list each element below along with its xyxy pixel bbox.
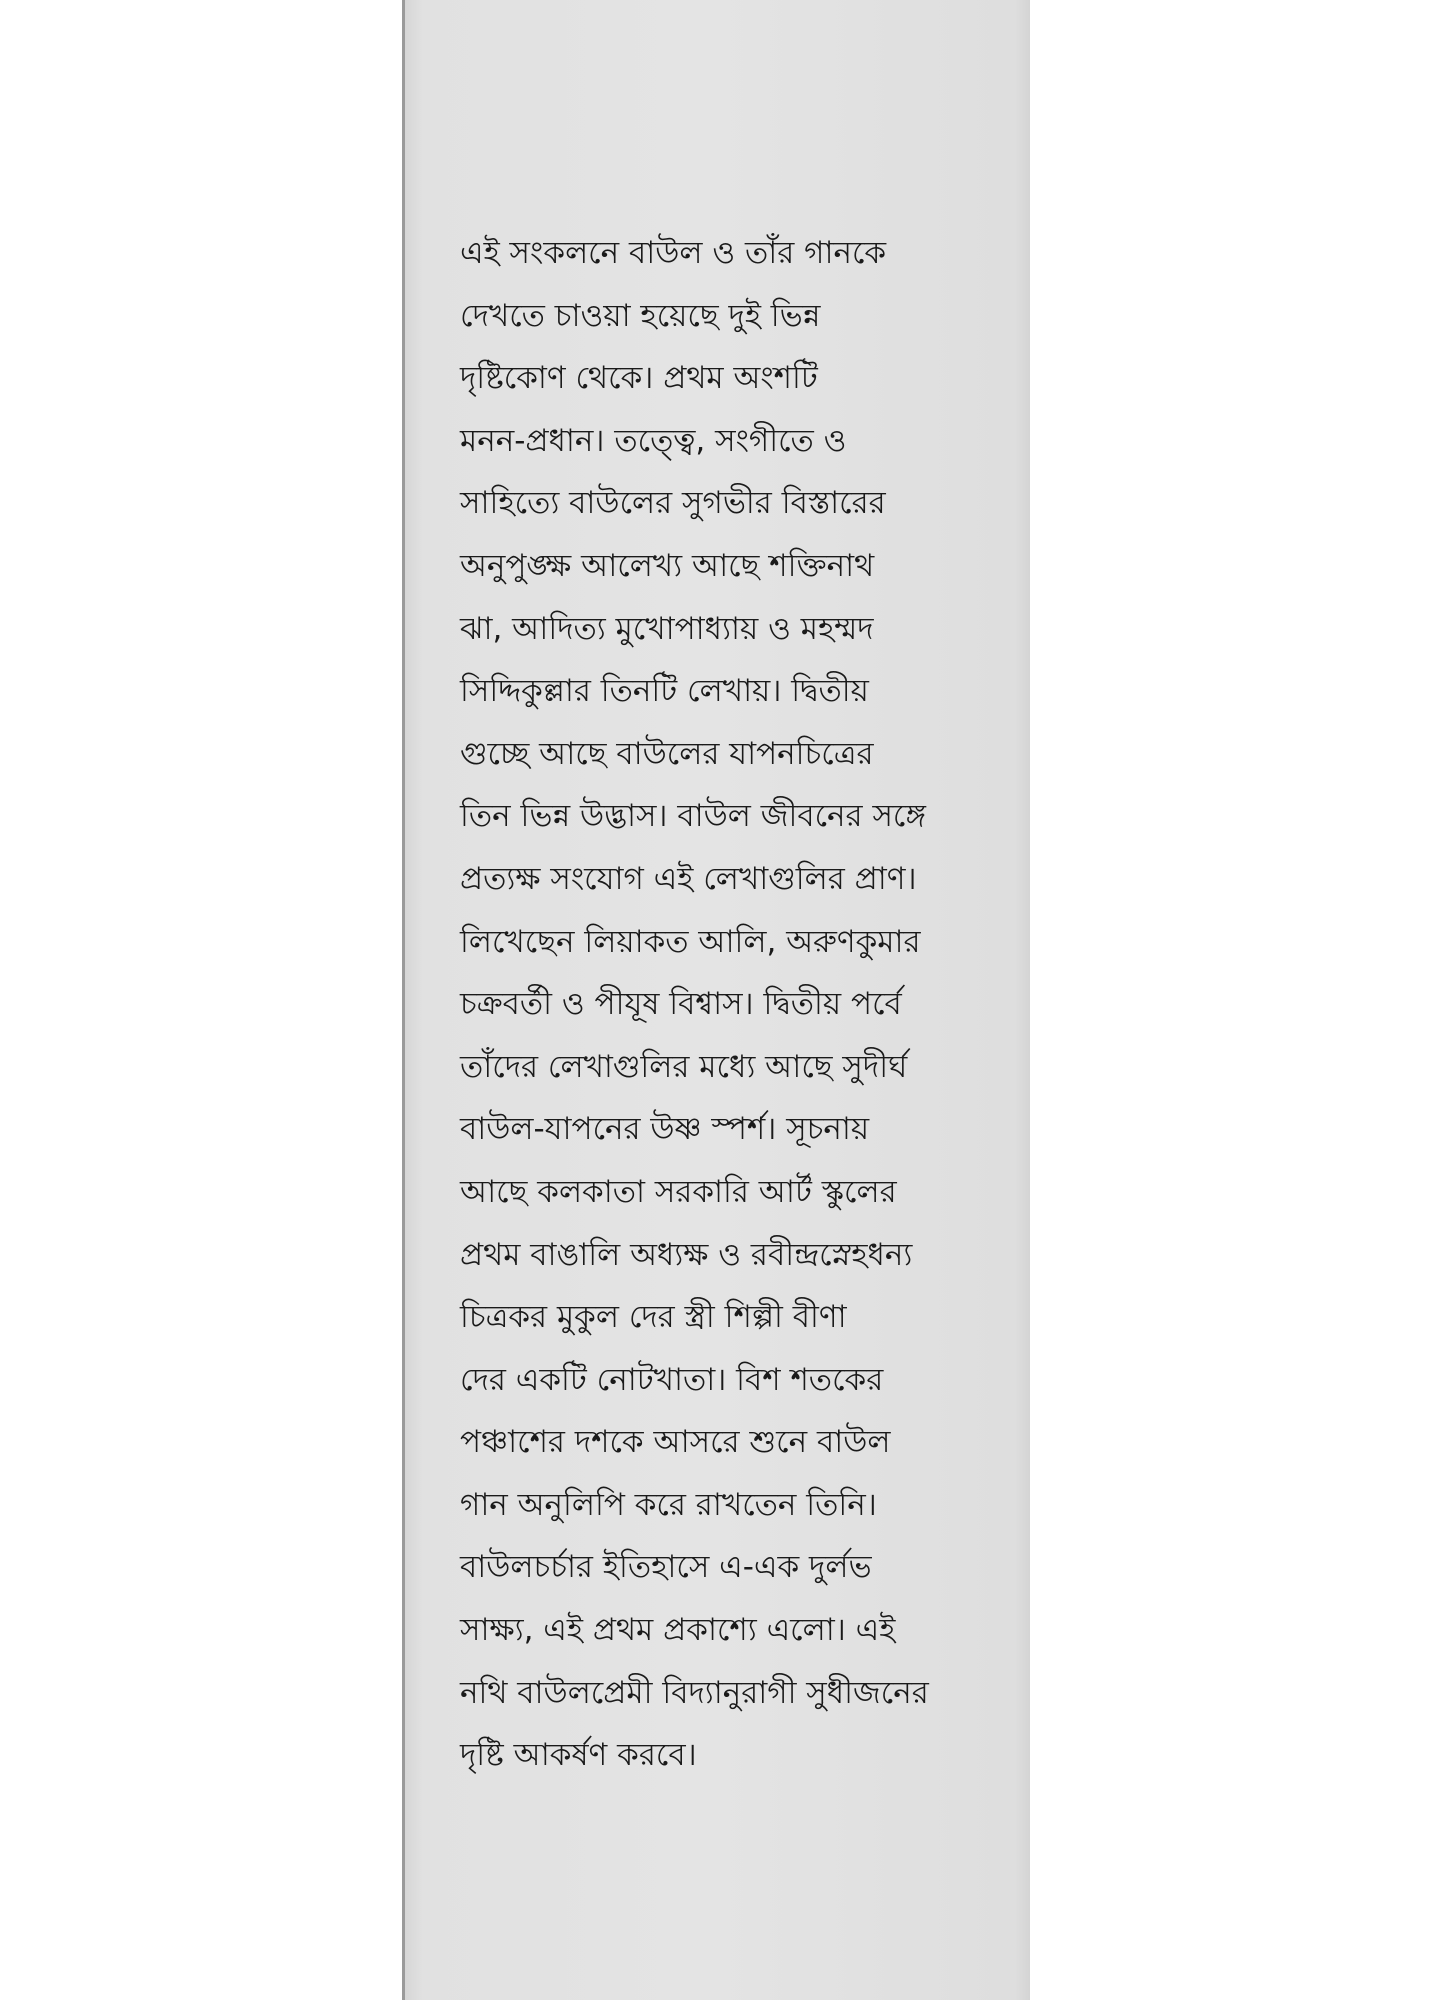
- blurb-line: অনুপুঙ্ক্ষ আলেখ্য আছে শক্তিনাথ: [460, 547, 875, 584]
- blurb-line: গুচ্ছে আছে বাউলের যাপনচিত্রের: [460, 735, 874, 772]
- blurb-line: সিদ্দিকুল্লার তিনটি লেখায়। দ্বিতীয়: [460, 673, 869, 710]
- blurb-line: নথি বাউলপ্রেমী বিদ্যানুরাগী সুধীজনের: [460, 1674, 929, 1711]
- blurb-line: তিন ভিন্ন উদ্ভাস। বাউল জীবনের সঙ্গে: [460, 798, 926, 835]
- blurb-line: প্রত্যক্ষ সংযোগ এই লেখাগুলির প্রাণ।: [460, 860, 917, 897]
- blurb-text: [460, 222, 1000, 1787]
- blurb-line: বাউলচর্চার ইতিহাসে এ-এক দুর্লভ: [460, 1549, 872, 1586]
- blurb-line: দৃষ্টিকোণ থেকে। প্রথম অংশটি: [460, 360, 818, 397]
- blurb-line: দৃষ্টি আকর্ষণ করবে।: [460, 1737, 697, 1774]
- blurb-line: এই সংকলনে বাউল ও তাঁর গানকে: [460, 235, 887, 271]
- blurb-line: চিত্রকর মুকুল দের স্ত্রী শিল্পী বীণা: [460, 1299, 847, 1336]
- blurb-line: তাঁদের লেখাগুলির মধ্যে আছে সুদীর্ঘ: [460, 1048, 908, 1085]
- blurb-line: দেখতে চাওয়া হয়েছে দুই ভিন্ন: [460, 297, 821, 334]
- blurb-line: লিখেছেন লিয়াকত আলি, অরুণকুমার: [460, 923, 921, 960]
- book-flap-panel: [402, 0, 1030, 2000]
- blurb-line: পঞ্চাশের দশকে আসরে শুনে বাউল: [460, 1424, 891, 1461]
- blurb-line: চক্রবর্তী ও পীযূষ বিশ্বাস। দ্বিতীয় পর্বে: [460, 986, 902, 1023]
- blurb-line: গান অনুলিপি করে রাখতেন তিনি।: [460, 1486, 877, 1523]
- blurb-line: সাহিত্যে বাউলের সুগভীর বিস্তারের: [460, 485, 886, 522]
- blurb-line: প্রথম বাঙালি অধ্যক্ষ ও রবীন্দ্রস্নেহধন্য: [460, 1236, 913, 1273]
- blurb-line: বাউল-যাপনের উষ্ণ স্পর্শ। সূচনায়: [460, 1111, 870, 1148]
- blurb-line: মনন-প্রধান। তত্ত্বে, সংগীতে ও: [460, 422, 847, 459]
- blurb-line: দের একটি নোটখাতা। বিশ শতকের: [460, 1361, 884, 1398]
- blurb-line: ঝা, আদিত্য মুখোপাধ্যায় ও মহম্মদ: [460, 610, 874, 647]
- blurb-line: আছে কলকাতা সরকারি আর্ট স্কুলের: [460, 1173, 897, 1210]
- blurb-line: সাক্ষ্য, এই প্রথম প্রকাশ্যে এলো। এই: [460, 1612, 896, 1649]
